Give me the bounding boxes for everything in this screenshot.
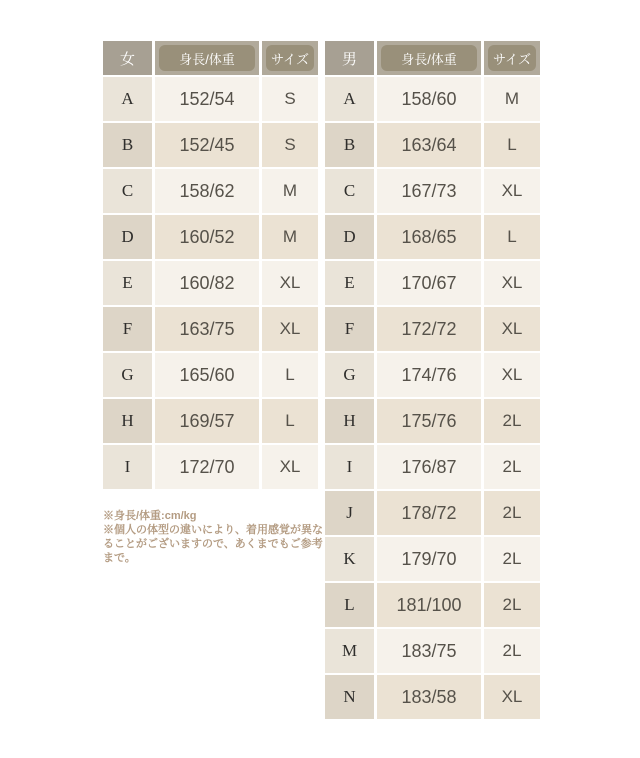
row-label-cell: C: [103, 169, 152, 213]
men-height-weight-header: [377, 41, 481, 75]
size-cell: 2L: [484, 491, 540, 535]
size-cell: XL: [484, 675, 540, 719]
row-label-cell: D: [325, 215, 374, 259]
men-gender-header: 男: [325, 41, 374, 75]
size-cell: 2L: [484, 445, 540, 489]
row-label-cell: C: [325, 169, 374, 213]
height-weight-cell: 163/75: [155, 307, 259, 351]
height-weight-cell: 169/57: [155, 399, 259, 443]
row-label-cell: D: [103, 215, 152, 259]
size-cell: XL: [262, 445, 318, 489]
size-cell: M: [262, 215, 318, 259]
height-weight-cell: 167/73: [377, 169, 481, 213]
height-weight-cell: 183/58: [377, 675, 481, 719]
height-weight-cell: 176/87: [377, 445, 481, 489]
row-label-cell: N: [325, 675, 374, 719]
height-weight-cell: 174/76: [377, 353, 481, 397]
size-cell: 2L: [484, 537, 540, 581]
size-cell: M: [484, 77, 540, 121]
women-size-header: [262, 41, 318, 75]
height-weight-header-badge: 身長/体重: [381, 45, 477, 71]
size-cell: L: [484, 215, 540, 259]
row-label-cell: F: [103, 307, 152, 351]
size-cell: XL: [484, 307, 540, 351]
size-cell: XL: [262, 307, 318, 351]
row-label-cell: G: [103, 353, 152, 397]
height-weight-cell: 163/64: [377, 123, 481, 167]
row-label-cell: L: [325, 583, 374, 627]
size-cell: S: [262, 123, 318, 167]
women-gender-header: 女: [103, 41, 152, 75]
height-weight-cell: 158/62: [155, 169, 259, 213]
row-label-cell: B: [325, 123, 374, 167]
row-label-cell: I: [103, 445, 152, 489]
row-label-cell: B: [103, 123, 152, 167]
row-label-cell: K: [325, 537, 374, 581]
height-weight-cell: 170/67: [377, 261, 481, 305]
size-cell: L: [262, 399, 318, 443]
row-label-cell: J: [325, 491, 374, 535]
size-cell: S: [262, 77, 318, 121]
height-weight-cell: 168/65: [377, 215, 481, 259]
size-header-badge: サイズ: [266, 45, 314, 71]
size-cell: XL: [484, 169, 540, 213]
men-size-table: [325, 41, 540, 719]
size-header-badge: サイズ: [488, 45, 536, 71]
footnote-disclaimer: ※個人の体型の違いにより、着用感覚が異なることがございますので、あくまでもご参考まで。: [103, 524, 323, 565]
height-weight-cell: 175/76: [377, 399, 481, 443]
row-label-cell: M: [325, 629, 374, 673]
women-height-weight-header: [155, 41, 259, 75]
row-label-cell: G: [325, 353, 374, 397]
height-weight-cell: 158/60: [377, 77, 481, 121]
row-label-cell: A: [103, 77, 152, 121]
men-size-header: [484, 41, 540, 75]
row-label-cell: H: [325, 399, 374, 443]
height-weight-cell: 160/82: [155, 261, 259, 305]
height-weight-cell: 172/72: [377, 307, 481, 351]
height-weight-cell: 183/75: [377, 629, 481, 673]
size-cell: L: [262, 353, 318, 397]
row-label-cell: E: [103, 261, 152, 305]
height-weight-cell: 181/100: [377, 583, 481, 627]
height-weight-header-badge: 身長/体重: [159, 45, 255, 71]
women-size-table: [103, 41, 318, 489]
size-cell: 2L: [484, 629, 540, 673]
height-weight-cell: 179/70: [377, 537, 481, 581]
row-label-cell: H: [103, 399, 152, 443]
size-cell: XL: [484, 353, 540, 397]
footnote-units: ※身長/体重:cm/kg: [103, 510, 197, 522]
size-cell: 2L: [484, 399, 540, 443]
height-weight-cell: 165/60: [155, 353, 259, 397]
size-cell: M: [262, 169, 318, 213]
footnote: [103, 509, 333, 565]
row-label-cell: I: [325, 445, 374, 489]
size-cell: L: [484, 123, 540, 167]
row-label-cell: A: [325, 77, 374, 121]
row-label-cell: E: [325, 261, 374, 305]
height-weight-cell: 178/72: [377, 491, 481, 535]
size-cell: 2L: [484, 583, 540, 627]
size-cell: XL: [262, 261, 318, 305]
row-label-cell: F: [325, 307, 374, 351]
height-weight-cell: 152/54: [155, 77, 259, 121]
height-weight-cell: 172/70: [155, 445, 259, 489]
size-cell: XL: [484, 261, 540, 305]
height-weight-cell: 152/45: [155, 123, 259, 167]
height-weight-cell: 160/52: [155, 215, 259, 259]
